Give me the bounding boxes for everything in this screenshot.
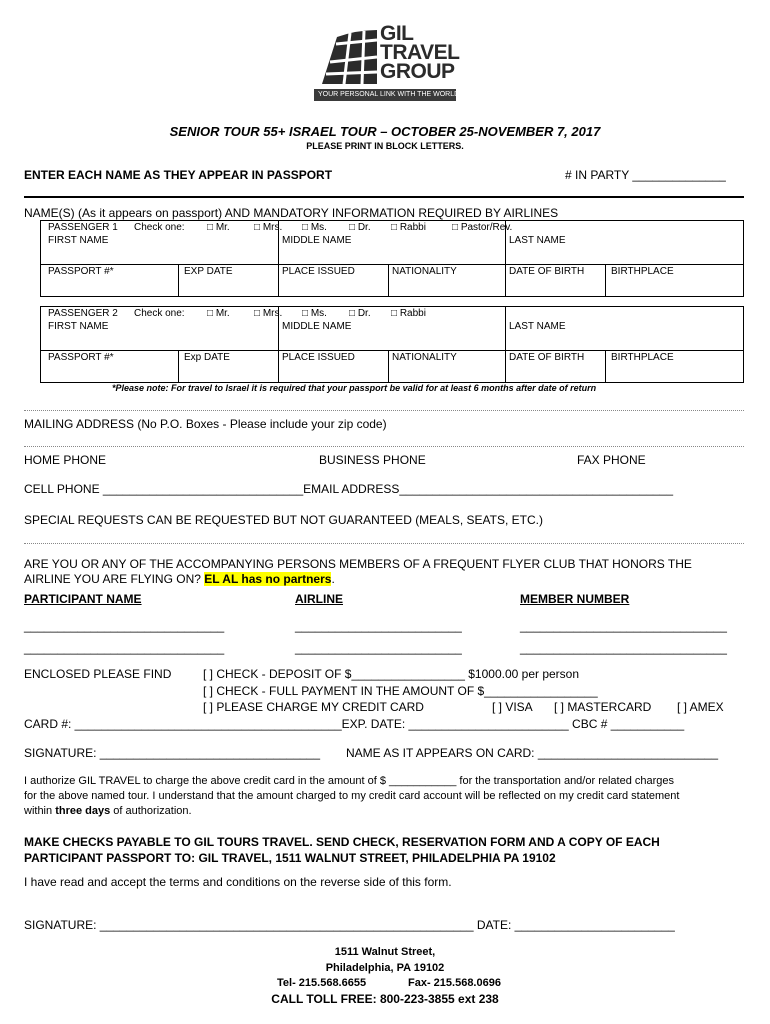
enter-names-label: ENTER EACH NAME AS THEY APPEAR IN PASSPORT (24, 168, 333, 182)
table-line (40, 350, 744, 351)
title-mrs-label: Mrs. (262, 222, 283, 233)
title-rabbi-label: Rabbi (399, 308, 426, 319)
title-dr-checkbox[interactable]: □ Dr. (349, 308, 371, 319)
table-line (505, 306, 506, 383)
terms-acceptance: I have read and accept the terms and conditions on the reverse side of this form. (24, 875, 452, 889)
mastercard-option[interactable]: [ ] MASTERCARD (554, 700, 652, 714)
frequent-flyer-question-2 (24, 572, 335, 586)
place-issued-field[interactable]: PLACE ISSUED (282, 266, 355, 277)
authorization-text-1: I authorize GIL TRAVEL to charge the above credit card in the amount of $ ___________ for the transportation and/or related charges (24, 775, 675, 787)
check-one-label: Check one: (134, 308, 185, 319)
title-mr-checkbox[interactable]: □ Mr. (207, 308, 230, 319)
title-rabbi-label: Rabbi (399, 222, 426, 233)
first-name-field[interactable]: FIRST NAME (48, 235, 109, 246)
passenger2-label: PASSENGER 2 (48, 308, 118, 319)
middle-name-field[interactable]: MIDDLE NAME (282, 321, 352, 332)
authorization-text-2: for the above named tour. I understand that the amount charged to my credit card account will be reflected on my credit card statement (24, 790, 680, 802)
divider (24, 196, 744, 198)
el-al-note: EL AL has no partners (204, 572, 332, 586)
exp-date-field[interactable]: EXP DATE (184, 266, 233, 277)
page-title: SENIOR TOUR 55+ ISRAEL TOUR – OCTOBER 25-NOVEMBER 7, 2017 (169, 124, 601, 139)
title-mrs-checkbox[interactable]: □ Mrs. (254, 308, 283, 319)
home-phone-label: HOME PHONE (24, 453, 107, 467)
passport-field[interactable]: PASSPORT #* (48, 266, 114, 277)
check-one-label: Check one: (134, 222, 185, 233)
address-line-1: 1511 Walnut Street, (334, 946, 436, 958)
title-dr-checkbox[interactable]: □ Dr. (349, 222, 371, 233)
title-ms-checkbox[interactable]: □ Ms. (302, 308, 327, 319)
logo-line1: GIL (380, 22, 414, 45)
last-name-field[interactable]: LAST NAME (509, 235, 566, 246)
address-line-2: Philadelphia, PA 19102 (325, 962, 445, 974)
names-heading: NAME(S) (As it appears on passport) AND MANDATORY INFORMATION REQUIRED BY AIRLINES (24, 206, 559, 220)
first-name-field[interactable]: FIRST NAME (48, 321, 109, 332)
birthplace-field[interactable]: BIRTHPLACE (611, 266, 674, 277)
in-party-field[interactable]: # IN PARTY ______________ (565, 168, 726, 182)
last-name-field[interactable]: LAST NAME (509, 321, 566, 332)
title-mrs-checkbox[interactable]: □ Mrs. (254, 222, 283, 233)
title-dr-label: Dr. (357, 222, 371, 233)
fax-phone-label: FAX PHONE (577, 453, 646, 467)
middle-name-field[interactable]: MIDDLE NAME (282, 235, 352, 246)
fax: Fax- 215.568.0696 (408, 977, 501, 989)
exp-date-field[interactable]: Exp DATE (184, 352, 230, 363)
passport-field[interactable]: PASSPORT #* (48, 352, 114, 363)
telephone: Tel- 215.568.6655 (277, 977, 367, 989)
table-line (605, 264, 606, 297)
title-mr-label: Mr. (215, 222, 230, 233)
title-rabbi-checkbox[interactable]: □ Rabbi (391, 222, 426, 233)
airline-blank[interactable]: _________________________ (295, 641, 462, 655)
enclosed-label: ENCLOSED PLEASE FIND (24, 667, 172, 681)
toll-free: CALL TOLL FREE: 800-223-3855 ext 238 (271, 992, 499, 1006)
participant-blank[interactable]: ______________________________ (24, 619, 225, 633)
mailing-address-label: MAILING ADDRESS (No P.O. Boxes - Please include your zip code) (24, 417, 387, 431)
table-line (388, 264, 389, 297)
nationality-field[interactable]: NATIONALITY (392, 266, 457, 277)
ff-text: AIRLINE YOU ARE FLYING ON? (24, 572, 205, 586)
participant-blank[interactable]: ______________________________ (24, 641, 225, 655)
table-line (178, 264, 179, 297)
title-pastor-checkbox[interactable]: □ Pastor/Rev. (452, 222, 513, 233)
auth-within: within (24, 805, 56, 817)
signature-field[interactable]: SIGNATURE: _________________________________ (24, 746, 321, 760)
title-ms-label: Ms. (310, 222, 327, 233)
authorization-text-3 (24, 805, 192, 817)
auth-of-authorization: of authorization. (110, 805, 192, 817)
credit-card-option[interactable]: [ ] PLEASE CHARGE MY CREDIT CARD (203, 700, 424, 714)
logo-tagline: YOUR PERSONAL LINK WITH THE WORLD (318, 91, 460, 98)
business-phone-label: BUSINESS PHONE (319, 453, 426, 467)
logo-line2: TRAVEL (380, 41, 460, 64)
airline-header: AIRLINE (295, 592, 343, 606)
checks-payable-2: PARTICIPANT PASSPORT TO: GIL TRAVEL, 1511 WALNUT STREET, PHILADELPHIA PA 19102 (24, 851, 556, 865)
mailing-line[interactable] (24, 410, 744, 411)
table-line (605, 350, 606, 383)
visa-option[interactable]: [ ] VISA (492, 700, 533, 714)
title-ms-label: Ms. (310, 308, 327, 319)
title-mrs-label: Mrs. (262, 308, 283, 319)
full-payment-option[interactable]: [ ] CHECK - FULL PAYMENT IN THE AMOUNT OF $_________________ (203, 684, 598, 698)
title-mr-label: Mr. (215, 308, 230, 319)
signature-date-line[interactable]: SIGNATURE: ________________________________________________________ DATE: ________________________ (24, 918, 675, 932)
table-line (40, 264, 744, 265)
name-on-card-field[interactable]: NAME AS IT APPEARS ON CARD: ___________________________ (346, 746, 719, 760)
passenger1-label: PASSENGER 1 (48, 222, 118, 233)
birthplace-field[interactable]: BIRTHPLACE (611, 352, 674, 363)
table-line (388, 350, 389, 383)
title-ms-checkbox[interactable]: □ Ms. (302, 222, 327, 233)
deposit-option[interactable]: [ ] CHECK - DEPOSIT OF $_________________ $1000.00 per person (203, 667, 580, 681)
logo-line3: GROUP (380, 60, 455, 83)
title-dr-label: Dr. (357, 308, 371, 319)
member-blank[interactable]: _______________________________ (520, 619, 727, 633)
card-number-line[interactable]: CARD #: ________________________________________EXP. DATE: ________________________ CBC # ___________ (24, 717, 685, 731)
title-pastor-label: Pastor/Rev. (460, 222, 513, 233)
frequent-flyer-question-1: ARE YOU OR ANY OF THE ACCOMPANYING PERSONS MEMBERS OF A FREQUENT FLYER CLUB THAT HONORS THE (24, 557, 692, 571)
page-subtitle: PLEASE PRINT IN BLOCK LETTERS. (306, 141, 464, 151)
table-line (178, 350, 179, 383)
amex-option[interactable]: [ ] AMEX (677, 700, 724, 714)
special-requests-label: SPECIAL REQUESTS CAN BE REQUESTED BUT NOT GUARANTEED (MEALS, SEATS, ETC.) (24, 513, 543, 527)
title-mr-checkbox[interactable]: □ Mr. (207, 222, 230, 233)
airline-blank[interactable]: _________________________ (295, 619, 462, 633)
title-rabbi-checkbox[interactable]: □ Rabbi (391, 308, 426, 319)
participant-name-header: PARTICIPANT NAME (24, 592, 142, 606)
place-issued-field[interactable]: PLACE ISSUED (282, 352, 355, 363)
ff-dot: . (331, 572, 335, 586)
cell-email-fields[interactable]: CELL PHONE ______________________________EMAIL ADDRESS_________________________________________ (24, 482, 674, 496)
phone-line[interactable] (24, 446, 744, 447)
special-requests-line[interactable] (24, 543, 744, 544)
nationality-field[interactable]: NATIONALITY (392, 352, 457, 363)
checks-payable-1: MAKE CHECKS PAYABLE TO GIL TOURS TRAVEL. SEND CHECK, RESERVATION FORM AND A COPY OF EACH (24, 835, 660, 849)
member-number-header: MEMBER NUMBER (520, 592, 630, 606)
passport-note: *Please note: For travel to Israel it is required that your passport be valid for at least 6 months after date of return (112, 383, 597, 393)
dob-field[interactable]: DATE OF BIRTH (509, 352, 585, 363)
member-blank[interactable]: _______________________________ (520, 641, 727, 655)
auth-three-days: three days (55, 805, 111, 817)
dob-field[interactable]: DATE OF BIRTH (509, 266, 585, 277)
